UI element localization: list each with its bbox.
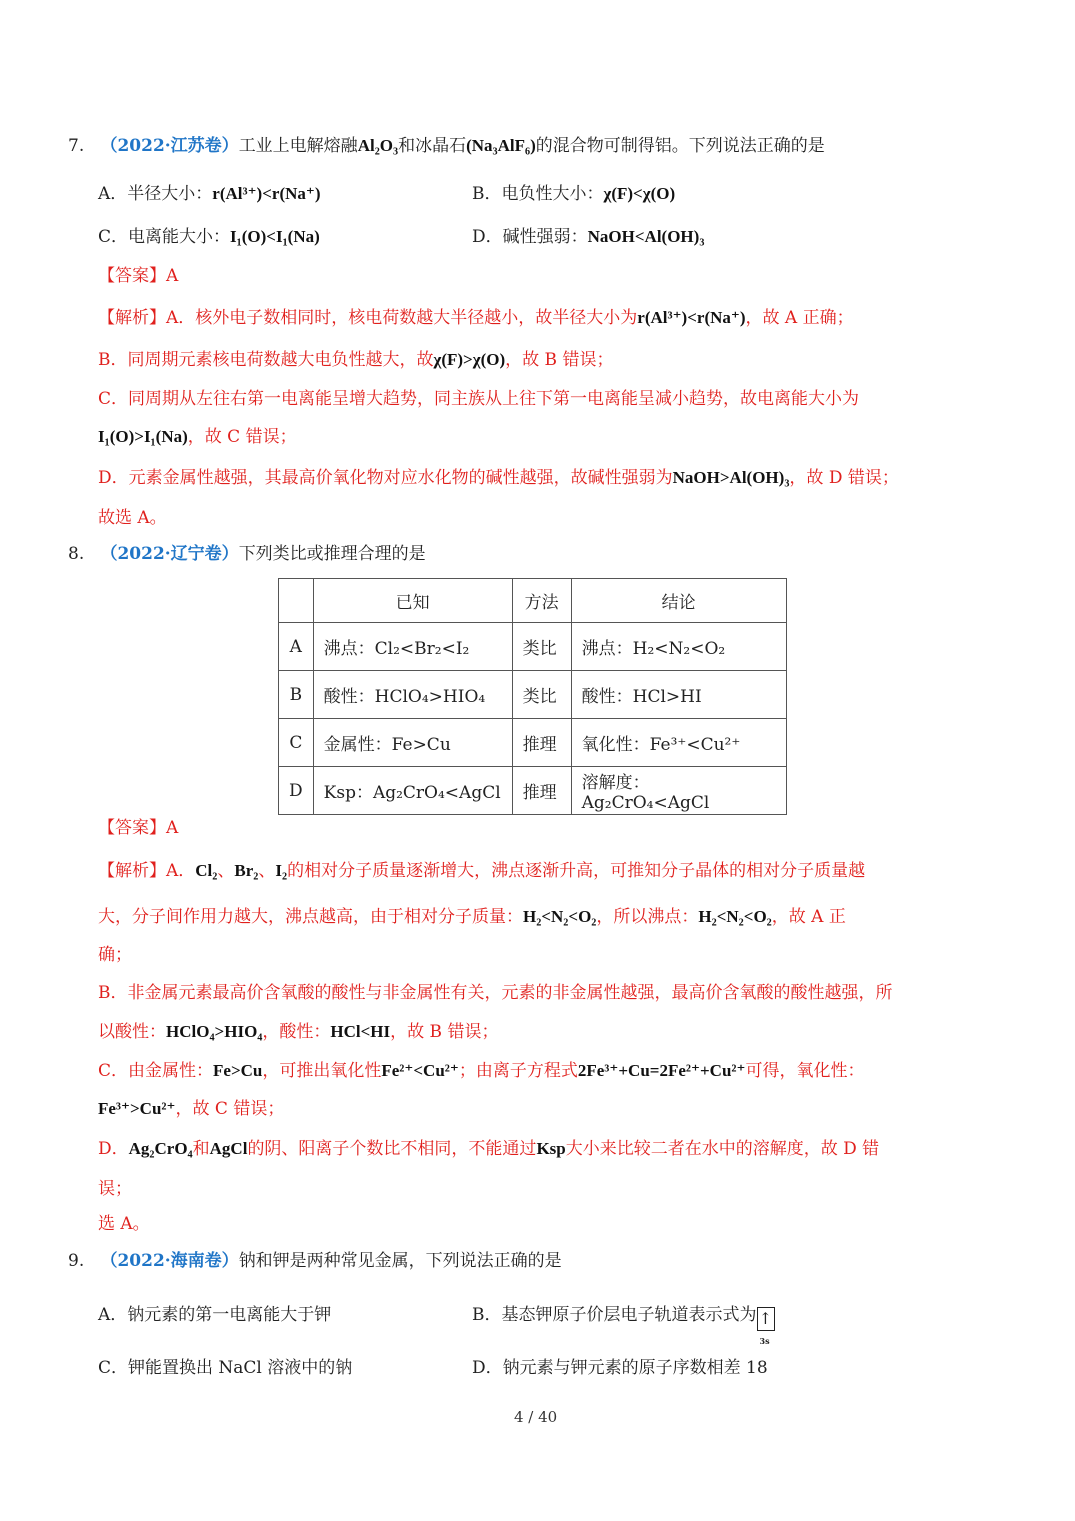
explanation-text: D． <box>98 1139 129 1159</box>
table-header-cell: 方法 <box>512 579 571 623</box>
q9-option-b <box>472 1302 775 1346</box>
stem-text: 钠和钾是两种常见金属，下列说法正确的是 <box>238 1251 562 1271</box>
q8-explanation-a3: 确； <box>98 945 132 965</box>
q7-explanation-c2 <box>98 424 297 450</box>
q8-explanation-d2: 误； <box>98 1179 132 1199</box>
q8-explanation-a2 <box>98 904 846 930</box>
q8-conclusion: 选 A。 <box>98 1214 150 1234</box>
explanation-text: ，故 C 错误； <box>175 1099 285 1119</box>
explanation-text: ，酸性： <box>262 1022 331 1042</box>
option-label: C．电离能大小： <box>98 227 231 247</box>
q7-conclusion: 故选 A。 <box>98 508 167 528</box>
explanation-text: 、 <box>217 861 235 881</box>
table-cell: 沸点：Cl₂<Br₂<I₂ <box>313 623 512 671</box>
q9-option-a: A．钠元素的第一电离能大于钾 <box>98 1305 332 1325</box>
formula: H₂<N₂<O₂ <box>698 907 772 926</box>
stem-text: 下列类比或推理合理的是 <box>238 544 426 564</box>
formula: HClO₄>HIO₄ <box>166 1022 263 1041</box>
q7-explanation-b <box>98 347 613 373</box>
formula: I₁(O)<I₁(Na) <box>230 227 320 246</box>
option-label: B．基态钾原子价层电子轨道表示式为 <box>472 1305 757 1325</box>
table-cell: 推理 <box>512 767 571 815</box>
formula: Al₂O₃ <box>357 136 399 155</box>
q8-explanation-c <box>98 1058 864 1084</box>
explanation-text: ，故 B 错误； <box>390 1022 499 1042</box>
option-label: B．电负性大小： <box>472 184 604 204</box>
table-header-cell: 已知 <box>313 579 512 623</box>
table-cell: 沸点：H₂<N₂<O₂ <box>571 623 786 671</box>
formula: r(Al³⁺)<r(Na⁺) <box>212 184 321 203</box>
q8-answer: 【答案】A <box>98 818 179 838</box>
explanation-text: ，可推出氧化性 <box>262 1061 382 1081</box>
question-8-stem <box>68 541 426 567</box>
formula: Fe³⁺>Cu²⁺ <box>98 1099 176 1118</box>
q8-explanation-b: B．非金属元素最高价含氧酸的酸性与非金属性有关，元素的非金属性越强，最高价含氧酸的酸性越强，所 <box>98 983 893 1003</box>
q8-explanation-d <box>98 1136 879 1162</box>
q8-explanation-c2 <box>98 1096 284 1122</box>
table-row <box>279 623 787 671</box>
table-cell: A <box>279 623 314 671</box>
formula: NaOH<Al(OH)₃ <box>587 227 705 246</box>
formula: NaOH>Al(OH)₃ <box>672 468 790 487</box>
explanation-text: 大，分子间作用力越大，沸点越高，由于相对分子质量： <box>98 907 523 927</box>
explanation-text: 的相对分子质量逐渐增大，沸点逐渐升高，可推知分子晶体的相对分子质量越 <box>287 861 866 881</box>
table-row <box>279 767 787 815</box>
explanation-text: ，故 A 正 <box>771 907 846 927</box>
orbital-label: 3s <box>759 1336 770 1346</box>
explanation-text: 大小来比较二者在水中的溶解度，故 D 错 <box>565 1139 880 1159</box>
q7-option-d <box>472 224 704 250</box>
formula: Ag₂CrO₄ <box>128 1139 193 1158</box>
explanation-text: ，所以沸点： <box>596 907 699 927</box>
formula: Fe>Cu <box>213 1061 263 1080</box>
table-cell: C <box>279 719 314 767</box>
stem-text: 的混合物可制得铝。下列说法正确的是 <box>535 136 825 156</box>
q7-explanation-d <box>98 465 899 491</box>
table-header-cell: 结论 <box>571 579 786 623</box>
table-cell: 推理 <box>512 719 571 767</box>
explanation-text: ，故 A 正确； <box>745 308 854 328</box>
q7-explanation-c: C．同周期从左往右第一电离能呈增大趋势，同主族从上往下第一电离能呈减小趋势，故电离能大小为 <box>98 389 860 409</box>
explanation-text: ，故 C 错误； <box>187 427 297 447</box>
formula: Ksp <box>536 1139 566 1158</box>
table-row <box>279 671 787 719</box>
question-number: 9. <box>68 1251 85 1271</box>
explanation-text: 的阴、阳离子个数比不相同，不能通过 <box>247 1139 537 1159</box>
formula: r(Al³⁺)<r(Na⁺) <box>637 308 746 327</box>
table-cell: 类比 <box>512 671 571 719</box>
explanation-text: C．由金属性： <box>98 1061 214 1081</box>
stem-text: 工业上电解熔融 <box>238 136 358 156</box>
q7-answer: 【答案】A <box>98 266 179 286</box>
formula: AgCl <box>209 1139 248 1158</box>
explanation-text: D．元素金属性越强，其最高价氧化物对应水化物的碱性越强，故碱性强弱为 <box>98 468 673 488</box>
q9-option-c: C．钾能置换出 NaCl 溶液中的钠 <box>98 1358 353 1378</box>
table-row <box>279 719 787 767</box>
table-cell: 类比 <box>512 623 571 671</box>
up-arrow-icon: ↑ <box>757 1307 775 1331</box>
q7-explanation-a <box>98 305 854 331</box>
formula: I₁(O)>I₁(Na) <box>98 427 188 446</box>
question-number: 7. <box>68 136 85 156</box>
table-cell: 金属性：Fe>Cu <box>313 719 512 767</box>
explanation-text: 可得，氧化性： <box>745 1061 865 1081</box>
explanation-text: ，故 B 错误； <box>505 350 614 370</box>
explanation-text: ，故 D 错误； <box>789 468 899 488</box>
table-cell: Ksp：Ag₂CrO₄<AgCl <box>313 767 512 815</box>
question-source: （2022·海南卷） <box>100 1251 239 1271</box>
comparison-table <box>278 578 787 815</box>
formula: Br₂ <box>234 861 259 880</box>
formula: H₂<N₂<O₂ <box>523 907 597 926</box>
explanation-text: 、 <box>258 861 276 881</box>
q8-explanation-a <box>98 858 865 884</box>
q7-option-a <box>98 181 321 207</box>
question-source: （2022·江苏卷） <box>100 136 239 156</box>
table-cell: B <box>279 671 314 719</box>
table-cell: 酸性：HClO₄>HIO₄ <box>313 671 512 719</box>
q9-option-d: D．钠元素与钾元素的原子序数相差 18 <box>472 1358 768 1378</box>
table-cell: 氧化性：Fe³⁺<Cu²⁺ <box>571 719 786 767</box>
explanation-text: ；由离子方程式 <box>458 1061 578 1081</box>
question-number: 8. <box>68 544 85 564</box>
table-header-cell <box>279 579 314 623</box>
formula: Fe²⁺<Cu²⁺ <box>381 1061 459 1080</box>
formula: 2Fe³⁺+Cu=2Fe²⁺+Cu²⁺ <box>577 1061 746 1080</box>
formula: (Na₃AlF₆) <box>466 136 536 155</box>
option-label: D．碱性强弱： <box>472 227 588 247</box>
formula: χ(F)<χ(O) <box>603 184 676 203</box>
q7-option-b <box>472 181 675 207</box>
formula: χ(F)>χ(O) <box>433 350 506 369</box>
q7-option-c <box>98 224 320 250</box>
orbital-diagram <box>757 1302 775 1346</box>
formula: I₂ <box>275 861 288 880</box>
explanation-text: 【解析】A． <box>98 861 196 881</box>
table-header-row <box>279 579 787 623</box>
page-number: 4 / 40 <box>514 1408 558 1426</box>
explanation-text: 以酸性： <box>98 1022 166 1042</box>
question-7-stem <box>68 133 825 159</box>
question-9-stem <box>68 1248 562 1274</box>
table-cell: 酸性：HCl>HI <box>571 671 786 719</box>
stem-text: 和冰晶石 <box>398 136 467 156</box>
option-label: A．半径大小： <box>98 184 213 204</box>
explanation-text: B．同周期元素核电荷数越大电负性越大，故 <box>98 350 434 370</box>
formula: Cl₂ <box>195 861 218 880</box>
table-cell: 溶解度：Ag₂CrO₄<AgCl <box>571 767 786 815</box>
question-source: （2022·辽宁卷） <box>100 544 239 564</box>
explanation-text: 和 <box>192 1139 210 1159</box>
formula: HCl<HI <box>330 1022 391 1041</box>
table-cell: D <box>279 767 314 815</box>
explanation-text: 【解析】A．核外电子数相同时，核电荷数越大半径越小，故半径大小为 <box>98 308 638 328</box>
q8-explanation-b2 <box>98 1019 498 1045</box>
